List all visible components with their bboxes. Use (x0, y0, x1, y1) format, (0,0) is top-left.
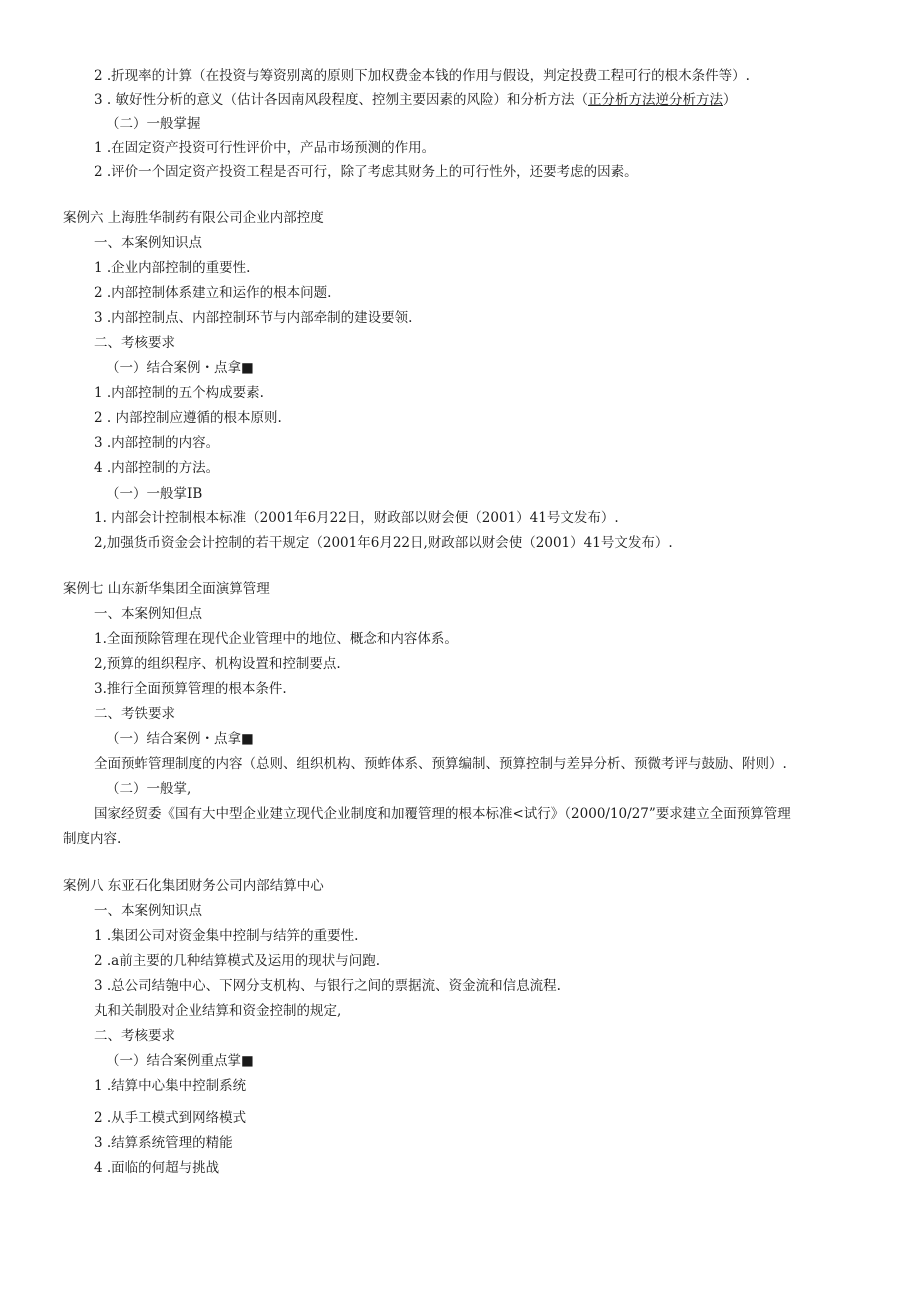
doc-line: 1 .在固定资产投资可行性评价中，产品市场预测的作用。 (94, 140, 436, 156)
section-heading: 二、考铁要求 (94, 706, 175, 722)
doc-line: 4 .内部控制的方法。 (94, 460, 220, 476)
doc-line: 2 . 内部控制应遵循的根本原则. (94, 410, 282, 426)
subsection-heading: （二）一般掌, (106, 781, 192, 797)
doc-line: 2 .a前主要的几种结算模式及运用的现状与问跑. (94, 953, 381, 969)
doc-line: 3.推行全面预算管理的根本条件. (94, 681, 287, 697)
doc-line-text: 3 . 敏好性分析的意义（估计各因南风段程度、控刎主要因素的风险）和分析方法（ (94, 92, 588, 108)
subsection-heading: （一）结合案例重点掌■ (106, 1053, 254, 1069)
section-heading: 一、本案例知识点 (94, 235, 202, 251)
section-heading: 一、本案例知但点 (94, 606, 202, 622)
doc-line: 1 .内部控制的五个构成要素. (94, 385, 264, 401)
section-heading: 二、考核要求 (94, 335, 175, 351)
case-title: 案例八 东亚石化集团财务公司内部结算中心 (63, 878, 324, 894)
doc-line: 制度内容. (63, 831, 122, 847)
doc-line: 国家经贸委《国有大中型企业建立现代企业制度和加覆管理的根本标准<试行》（2000/10/27”要求建立全面预算管理 (94, 806, 791, 822)
doc-line: 1. 内部会计控制根本标准（2001年6月22日，财政部以财会便（2001）41号文发布）. (94, 510, 619, 526)
doc-line: 2 .评价一个固定资产投资工程是否可行，除了考虑其财务上的可行性外，还要考虑的因素。 (94, 164, 638, 180)
subsection-heading: （二）一般掌握 (106, 116, 201, 132)
doc-line: 3 .内部控制的内容。 (94, 435, 220, 451)
doc-line: 1 .企业内部控制的重要性. (94, 260, 251, 276)
doc-line: 3 .内部控制点、内部控制环节与内部牵制的建设要领. (94, 310, 413, 326)
doc-line: 1 .集团公司对资金集中控制与结笄的重要性. (94, 928, 359, 944)
doc-line: 2 .从手工模式到网络模式 (94, 1110, 247, 1126)
section-heading: 二、考核要求 (94, 1028, 175, 1044)
doc-line: 1 .结算中心集中控制系统 (94, 1078, 247, 1094)
doc-line: 2,加强货币资金会计控制的若干规定（2001年6月22日,财政部以财会使（2001）41号文发布）. (94, 535, 673, 551)
doc-line: 丸和关制股对企业结算和资金控制的规定, (94, 1003, 342, 1019)
subsection-heading: （一）一般掌IB (106, 486, 203, 502)
subsection-heading: （一）结合案例・点拿■ (106, 731, 254, 747)
doc-line (94, 90, 736, 110)
subsection-heading: （一）结合案例・点拿■ (106, 360, 254, 376)
doc-line-text: ） (722, 92, 737, 108)
doc-line: 2 .内部控制体系建立和运作的根本问题. (94, 285, 332, 301)
doc-line: 2 .折现率的计算（在投资与筹资别离的原则下加权费金本钱的作用与假设，判定投费工程可行的根木条件等）. (94, 68, 750, 84)
case-title: 案例六 上海胜华制药有限公司企业内部控度 (63, 210, 324, 226)
doc-line: 4 .面临的何超与挑战 (94, 1160, 220, 1176)
doc-line: 全面预蚱管理制度的内容（总则、组织机构、预蚱体系、预算编制、预算控制与差异分析、预微考评与鼓励、附则）. (94, 756, 787, 772)
underlined-text: 正分析方法逆分析方法 (587, 92, 723, 108)
doc-line: 2,预算的组织程序、机构设置和控制要点. (94, 656, 341, 672)
doc-line: 3 .总公司结匏中心、下网分支机构、与银行之间的票据流、资金流和信息流程. (94, 978, 561, 994)
case-title: 案例七 山东新华集团全面演算管理 (63, 581, 270, 597)
doc-line: 3 .结算系统管理的精能 (94, 1135, 233, 1151)
doc-line: 1.全面预除管理在现代企业管理中的地位、概念和内容体系。 (94, 631, 458, 647)
section-heading: 一、本案例知识点 (94, 903, 202, 919)
